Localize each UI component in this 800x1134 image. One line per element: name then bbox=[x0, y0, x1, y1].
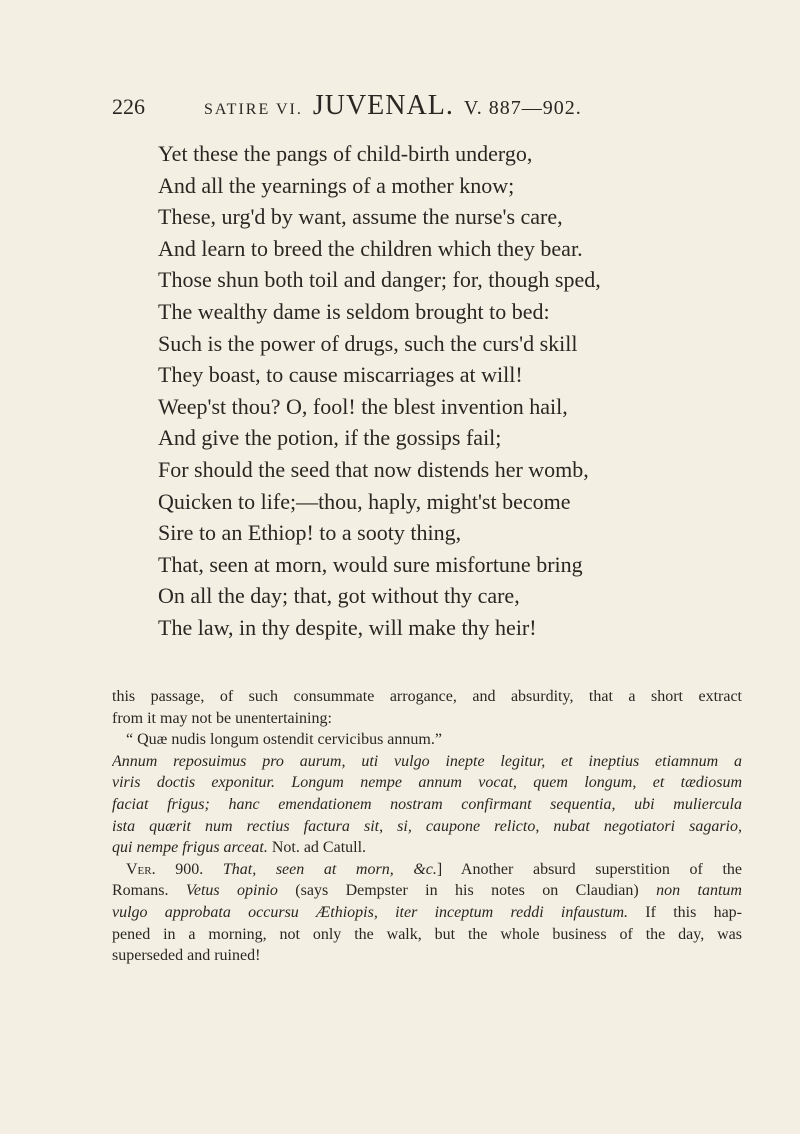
note-line bbox=[112, 837, 742, 859]
verse-line: And all the yearnings of a mother know; bbox=[158, 172, 515, 198]
verse-reference-label: Ver. bbox=[126, 860, 156, 878]
note-line bbox=[112, 902, 742, 924]
note-citation: Not. ad Catull. bbox=[267, 839, 367, 857]
verse-line: The wealthy dame is seldom brought to bed: bbox=[158, 298, 550, 324]
note-latin-line: Annum reposuimus pro aurum, uti vulgo inepte legitur, et ineptius etiamnum a bbox=[112, 752, 742, 770]
note-text: Romans. bbox=[112, 882, 186, 900]
line-range: V. 887—902. bbox=[463, 97, 582, 119]
verse-line: Quicken to life;—thou, haply, might'st become bbox=[158, 488, 571, 514]
verse-line: Such is the power of drugs, such the curs'd skill bbox=[158, 330, 578, 356]
note-line: this passage, of such consummate arrogance, and absurdity, that a short extract bbox=[112, 688, 742, 705]
verse-line: And learn to breed the children which they bear. bbox=[158, 235, 583, 261]
author-name: JUVENAL. bbox=[312, 90, 454, 121]
running-title bbox=[204, 90, 582, 122]
verse-line: Sire to an Ethiop! to a sooty thing, bbox=[158, 520, 462, 546]
page-number: 226 bbox=[112, 94, 145, 119]
note-latin-fragment: Vetus opinio bbox=[185, 882, 278, 900]
verse-line: For should the seed that now distends her womb, bbox=[158, 456, 589, 482]
note-quote: “ Quæ nudis longum ostendit cervicibus annum.” bbox=[126, 731, 442, 749]
note-text: (says Dempster in his notes on Claudian) bbox=[277, 882, 657, 900]
verse-line: On all the day; that, got without thy care, bbox=[158, 583, 520, 609]
verse-line: Weep'st thou? O, fool! the blest invention hail, bbox=[158, 393, 568, 419]
note-latin-fragment: non tantum bbox=[656, 882, 742, 900]
verse-block bbox=[158, 138, 758, 644]
verse-line: The law, in thy despite, will make thy heir! bbox=[158, 614, 537, 640]
note-text: ] Another absurd superstition of the bbox=[436, 860, 742, 878]
verse-reference-number: 900. bbox=[155, 860, 223, 878]
verse-line: That, seen at morn, would sure misfortune bring bbox=[158, 551, 583, 577]
verse-line: They boast, to cause miscarriages at will! bbox=[158, 362, 523, 388]
verse-line: Yet these the pangs of child-birth undergo, bbox=[158, 141, 533, 166]
note-line: from it may not be unentertaining: bbox=[112, 709, 332, 727]
note-latin-fragment: qui nempe frigus arceat. bbox=[112, 839, 268, 857]
running-header bbox=[112, 90, 742, 130]
note-line bbox=[112, 859, 742, 881]
note-line: superseded and ruined! bbox=[112, 947, 261, 965]
note-text: If this hap- bbox=[628, 903, 742, 921]
note-latin-line: faciat frigus; hanc emendationem nostram confirmant sequentia, ubi muliercula bbox=[112, 795, 742, 813]
note-line: pened in a morning, not only the walk, but the whole business of the day, was bbox=[112, 925, 742, 943]
note-latin-line: viris doctis exponitur. Longum nempe annum vocat, quem longum, et tædiosum bbox=[112, 774, 742, 792]
footnotes bbox=[112, 686, 742, 967]
verse-line: These, urg'd by want, assume the nurse's care, bbox=[158, 204, 563, 230]
note-line bbox=[112, 880, 742, 902]
note-latin-line: ista quærit num rectius factura sit, si, caupone relicto, nubat negotiatori sagario, bbox=[112, 817, 742, 835]
verse-line: Those shun both toil and danger; for, though sped, bbox=[158, 267, 601, 293]
verse-line: And give the potion, if the gossips fail; bbox=[158, 425, 502, 451]
verse-reference-quote: That, seen at morn, &c. bbox=[222, 860, 437, 878]
satire-label: SATIRE VI. bbox=[204, 101, 303, 118]
note-latin-fragment: vulgo approbata occursu Æthiopis, iter inceptum reddi infaustum. bbox=[112, 903, 629, 921]
